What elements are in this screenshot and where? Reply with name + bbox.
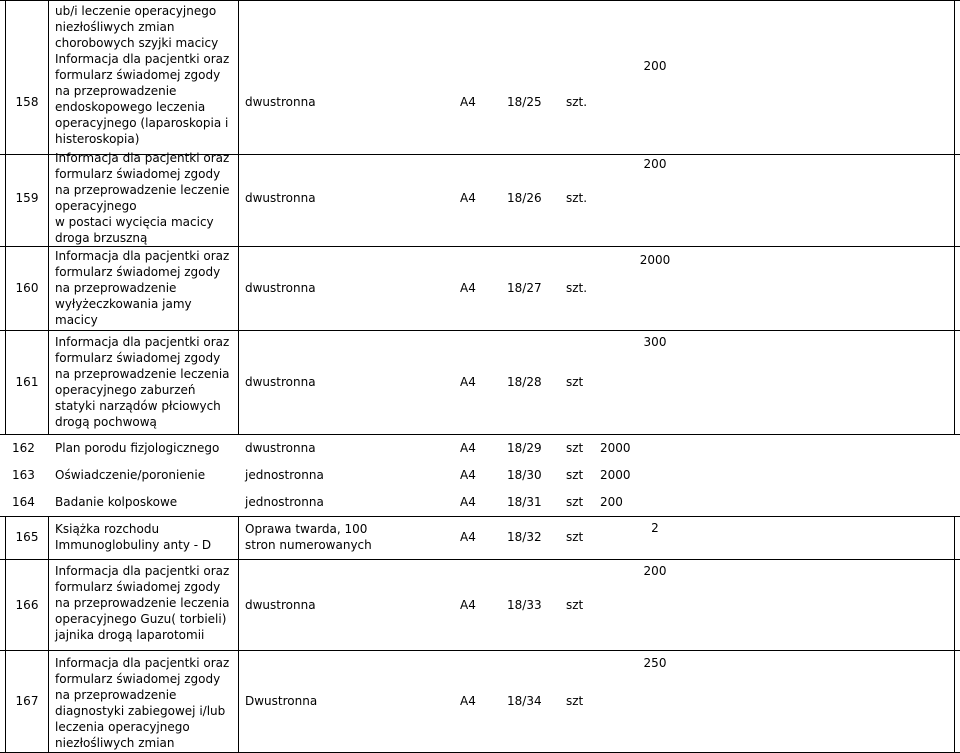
paper-format: A4	[460, 95, 476, 109]
row-number: 162	[12, 441, 35, 455]
print-type: dwustronna	[245, 375, 316, 389]
unit: szt.	[566, 281, 588, 295]
item-description: Informacja dla pacjentki oraz formularz świadomej zgody na przeprowadzenie wyłyżeczkowania jamy macicy	[55, 249, 230, 327]
paper-format: A4	[460, 530, 476, 544]
unit: szt.	[566, 95, 588, 109]
quantity: 200	[643, 157, 667, 171]
item-description: Informacja dla pacjentki oraz formularz świadomej zgody na przeprowadzenie leczenie operacyjnego w postaci wycięcia macicy droga brzuszną	[55, 151, 230, 245]
item-description: Informacja dla pacjentki oraz formularz świadomej zgody na przeprowadzenie leczenia operacyjnego Guzu( torbieli) jajnika drogą laparotomii	[55, 564, 230, 642]
print-type: Oprawa twarda, 100 stron numerowanych	[245, 522, 372, 552]
row-divider	[0, 559, 960, 560]
table-border	[0, 0, 960, 1]
quantity: 200	[643, 59, 667, 73]
paper-format: A4	[460, 694, 476, 708]
row-number: 159	[15, 191, 39, 205]
paper-format: A4	[460, 375, 476, 389]
quantity: 2000	[639, 253, 671, 267]
row-divider	[0, 434, 960, 435]
column-divider	[48, 0, 49, 434]
row-number: 158	[15, 95, 39, 109]
row-divider	[0, 246, 960, 247]
column-divider	[238, 0, 239, 434]
unit: szt	[566, 495, 584, 509]
print-type: jednostronna	[245, 495, 324, 509]
form-code: 18/31	[507, 495, 542, 509]
print-type: dwustronna	[245, 191, 316, 205]
row-number: 163	[12, 468, 35, 482]
form-code: 18/34	[507, 694, 542, 708]
print-type: jednostronna	[245, 468, 324, 482]
table-border	[5, 516, 6, 753]
row-number: 161	[15, 375, 39, 389]
unit: szt	[566, 598, 584, 612]
form-code: 18/27	[507, 281, 542, 295]
row-number: 166	[15, 598, 39, 612]
quantity: 300	[643, 335, 667, 349]
print-type: dwustronna	[245, 441, 316, 455]
unit: szt	[566, 375, 584, 389]
table-border	[954, 0, 955, 434]
item-description: Plan porodu fizjologicznego	[55, 441, 220, 455]
item-description: Badanie kolposkowe	[55, 495, 178, 509]
row-number: 164	[12, 495, 35, 509]
unit: szt.	[566, 191, 588, 205]
item-description: ub/i leczenie operacyjnego niezłośliwych zmian chorobowych szyjki macicy Informacja dla pacjentki oraz formularz świadomej zgody na przeprowadzenie endoskopowego leczenia operacyjnego (laparoskopia i histeroskopia)	[55, 4, 230, 146]
quantity: 2000	[600, 468, 631, 482]
paper-format: A4	[460, 191, 476, 205]
row-number: 160	[15, 281, 39, 295]
table-border	[5, 0, 6, 434]
print-type: dwustronna	[245, 281, 316, 295]
item-description: Książka rozchodu Immunoglobuliny anty - D	[55, 522, 212, 552]
quantity: 200	[643, 564, 667, 578]
row-number: 165	[15, 530, 39, 544]
quantity: 2	[651, 521, 659, 535]
row-divider	[0, 650, 960, 651]
table-border	[954, 516, 955, 753]
row-divider	[0, 516, 960, 517]
unit: szt	[566, 441, 584, 455]
row-number: 167	[15, 694, 39, 708]
item-description: Oświadczenie/poronienie	[55, 468, 206, 482]
item-description: Informacja dla pacjentki oraz formularz świadomej zgody na przeprowadzenie leczenia operacyjnego zaburzeń statyki narządów płciowych drogą pochwową	[55, 335, 230, 429]
unit: szt	[566, 468, 584, 482]
print-type: dwustronna	[245, 95, 316, 109]
paper-format: A4	[460, 495, 476, 509]
form-code: 18/32	[507, 530, 542, 544]
paper-format: A4	[460, 598, 476, 612]
item-description: Informacja dla pacjentki oraz formularz świadomej zgody na przeprowadzenie diagnostyki zabiegowej i/lub leczenia operacyjnego niezłośliwych zmian	[55, 656, 230, 750]
quantity: 250	[643, 656, 667, 670]
form-code: 18/28	[507, 375, 542, 389]
paper-format: A4	[460, 281, 476, 295]
row-divider	[0, 330, 960, 331]
quantity: 200	[600, 495, 623, 509]
form-code: 18/26	[507, 191, 542, 205]
print-type: Dwustronna	[245, 694, 318, 708]
form-code: 18/29	[507, 441, 542, 455]
quantity: 2000	[600, 441, 631, 455]
unit: szt	[566, 694, 584, 708]
paper-format: A4	[460, 441, 476, 455]
unit: szt	[566, 530, 584, 544]
form-code: 18/30	[507, 468, 542, 482]
column-divider	[238, 516, 239, 753]
form-code: 18/25	[507, 95, 542, 109]
paper-format: A4	[460, 468, 476, 482]
print-type: dwustronna	[245, 598, 316, 612]
form-code: 18/33	[507, 598, 542, 612]
column-divider	[48, 516, 49, 753]
